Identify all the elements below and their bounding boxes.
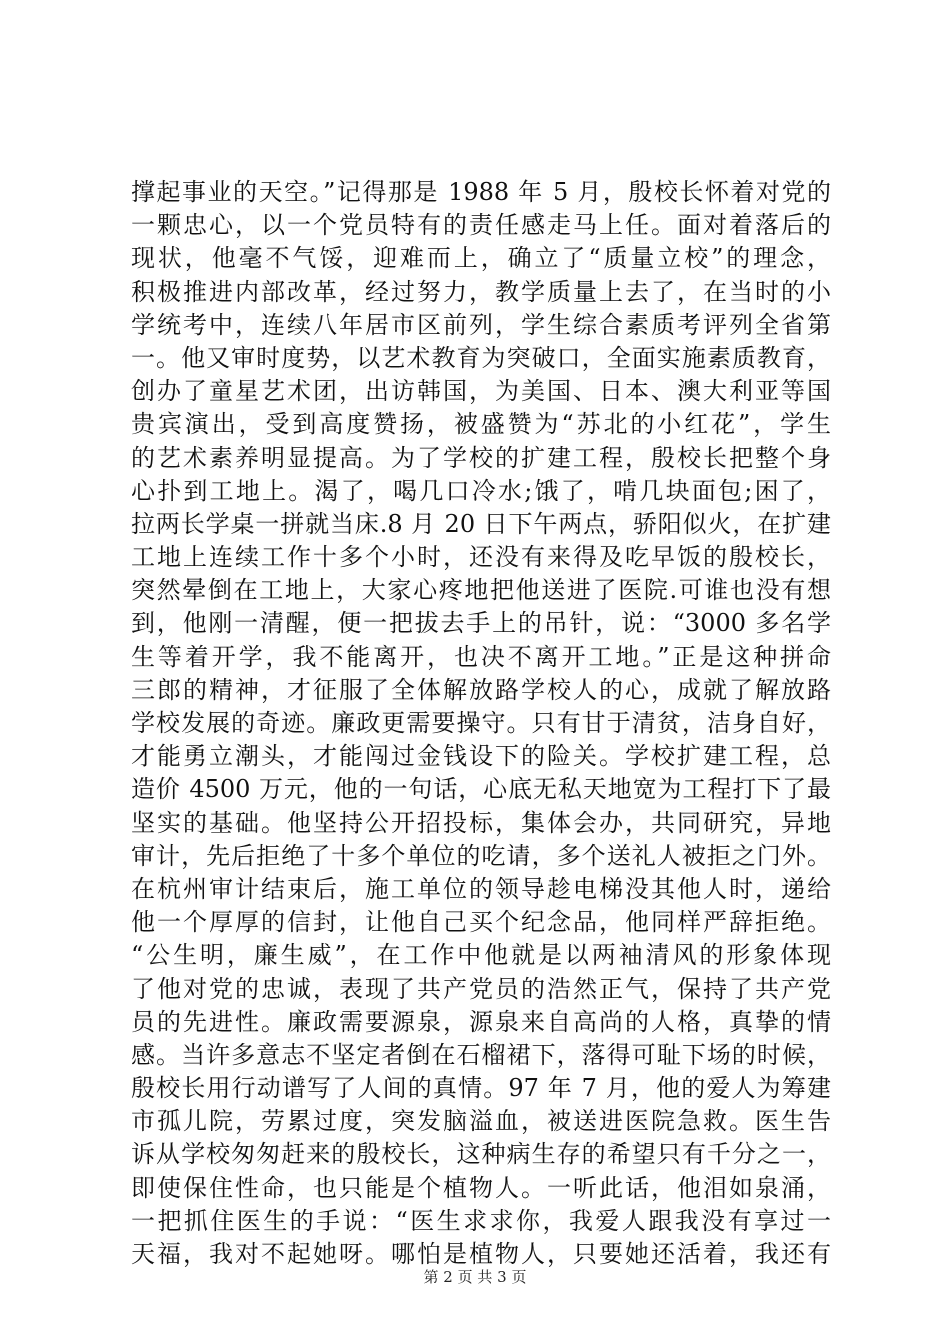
text-line: 造价 4500 万元，他的一句话，心底无私天地宽为工程打下了最 xyxy=(131,775,831,804)
text-line: 一颗忠心，以一个党员特有的责任感走马上任。面对着落后的 xyxy=(131,211,831,240)
text-line: 心扑到工地上。渴了，喝几口冷水;饿了，啃几块面包;困了， xyxy=(131,476,831,505)
text-line: 现状，他毫不气馁，迎难而上，确立了“质量立校”的理念， xyxy=(131,244,831,273)
text-line: 他一个厚厚的信封，让他自己买个纪念品，他同样严辞拒绝。 xyxy=(131,908,831,937)
text-line: 突然晕倒在工地上，大家心疼地把他送进了医院.可谁也没有想 xyxy=(131,576,831,605)
text-line: 积极推进内部改革，经过努力，教学质量上去了，在当时的小 xyxy=(131,277,831,306)
text-line: 一。他又审时度势，以艺术教育为突破口，全面实施素质教育， xyxy=(131,343,831,372)
text-line: 在杭州审计结束后，施工单位的领导趁电梯没其他人时，递给 xyxy=(131,874,831,903)
text-line: 学校发展的奇迹。廉政更需要操守。只有甘于清贫，洁身自好， xyxy=(131,709,831,737)
text-line: 坚实的基础。他坚持公开招投标，集体会办，共同研究，异地 xyxy=(131,808,831,837)
body-text xyxy=(131,176,831,1271)
text-line: 员的先进性。廉政需要源泉，源泉来自高尚的人格，真挚的情 xyxy=(131,1007,831,1036)
text-line: 生等着开学，我不能离开，也决不离开工地。”正是这种拼命 xyxy=(131,642,831,671)
text-line: 的艺术素养明显提高。为了学校的扩建工程，殷校长把整个身 xyxy=(131,443,831,472)
text-line: 了他对党的忠诚，表现了共产党员的浩然正气，保持了共产党 xyxy=(131,974,831,1003)
text-line: 诉从学校匆匆赶来的殷校长，这种病生存的希望只有千分之一， xyxy=(131,1140,831,1169)
text-line: 才能勇立潮头，才能闯过金钱设下的险关。学校扩建工程，总 xyxy=(131,742,831,771)
text-line: 贵宾演出，受到高度赞扬，被盛赞为“苏北的小红花”，学生 xyxy=(131,410,831,439)
text-line: 感。当许多意志不坚定者倒在石榴裙下，落得可耻下场的时候， xyxy=(131,1040,831,1069)
text-line: 审计，先后拒绝了十多个单位的吃请，多个送礼人被拒之门外。 xyxy=(131,841,831,870)
text-line: 拉两长学桌一拼就当床.8 月 20 日下午两点，骄阳似火，在扩建 xyxy=(131,509,831,538)
text-line: 工地上连续工作十多个小时，还没有来得及吃早饭的殷校长， xyxy=(131,543,831,572)
text-line: 三郎的精神，才征服了全体解放路学校人的心，成就了解放路 xyxy=(131,675,831,704)
text-line: 市孤儿院，劳累过度，突发脑溢血，被送进医院急救。医生告 xyxy=(131,1107,831,1136)
text-line: 创办了童星艺术团，出访韩国，为美国、日本、澳大利亚等国 xyxy=(131,377,831,406)
text-line: 殷校长用行动谱写了人间的真情。97 年 7 月，他的爱人为筹建 xyxy=(131,1074,831,1103)
page-footer: 第 2 页 共 3 页 xyxy=(423,1268,527,1286)
text-line: 天福，我对不起她呀。哪怕是植物人，只要她还活着，我还有 xyxy=(131,1240,831,1268)
text-line: “公生明，廉生威”，在工作中他就是以两袖清风的形象体现 xyxy=(131,941,831,970)
text-line: 学统考中，连续八年居市区前列，学生综合素质考评列全省第 xyxy=(131,310,831,339)
text-line: 到，他刚一清醒，便一把拔去手上的吊针，说：“3000 多名学 xyxy=(131,609,831,638)
text-line: 一把抓住医生的手说：“医生求求你，我爱人跟我没有享过一 xyxy=(131,1206,831,1235)
text-line: 撑起事业的天空。”记得那是 1988 年 5 月，殷校长怀着对党的 xyxy=(131,178,831,206)
text-line: 即使保住性命，也只能是个植物人。一听此话，他泪如泉涌， xyxy=(131,1173,831,1202)
